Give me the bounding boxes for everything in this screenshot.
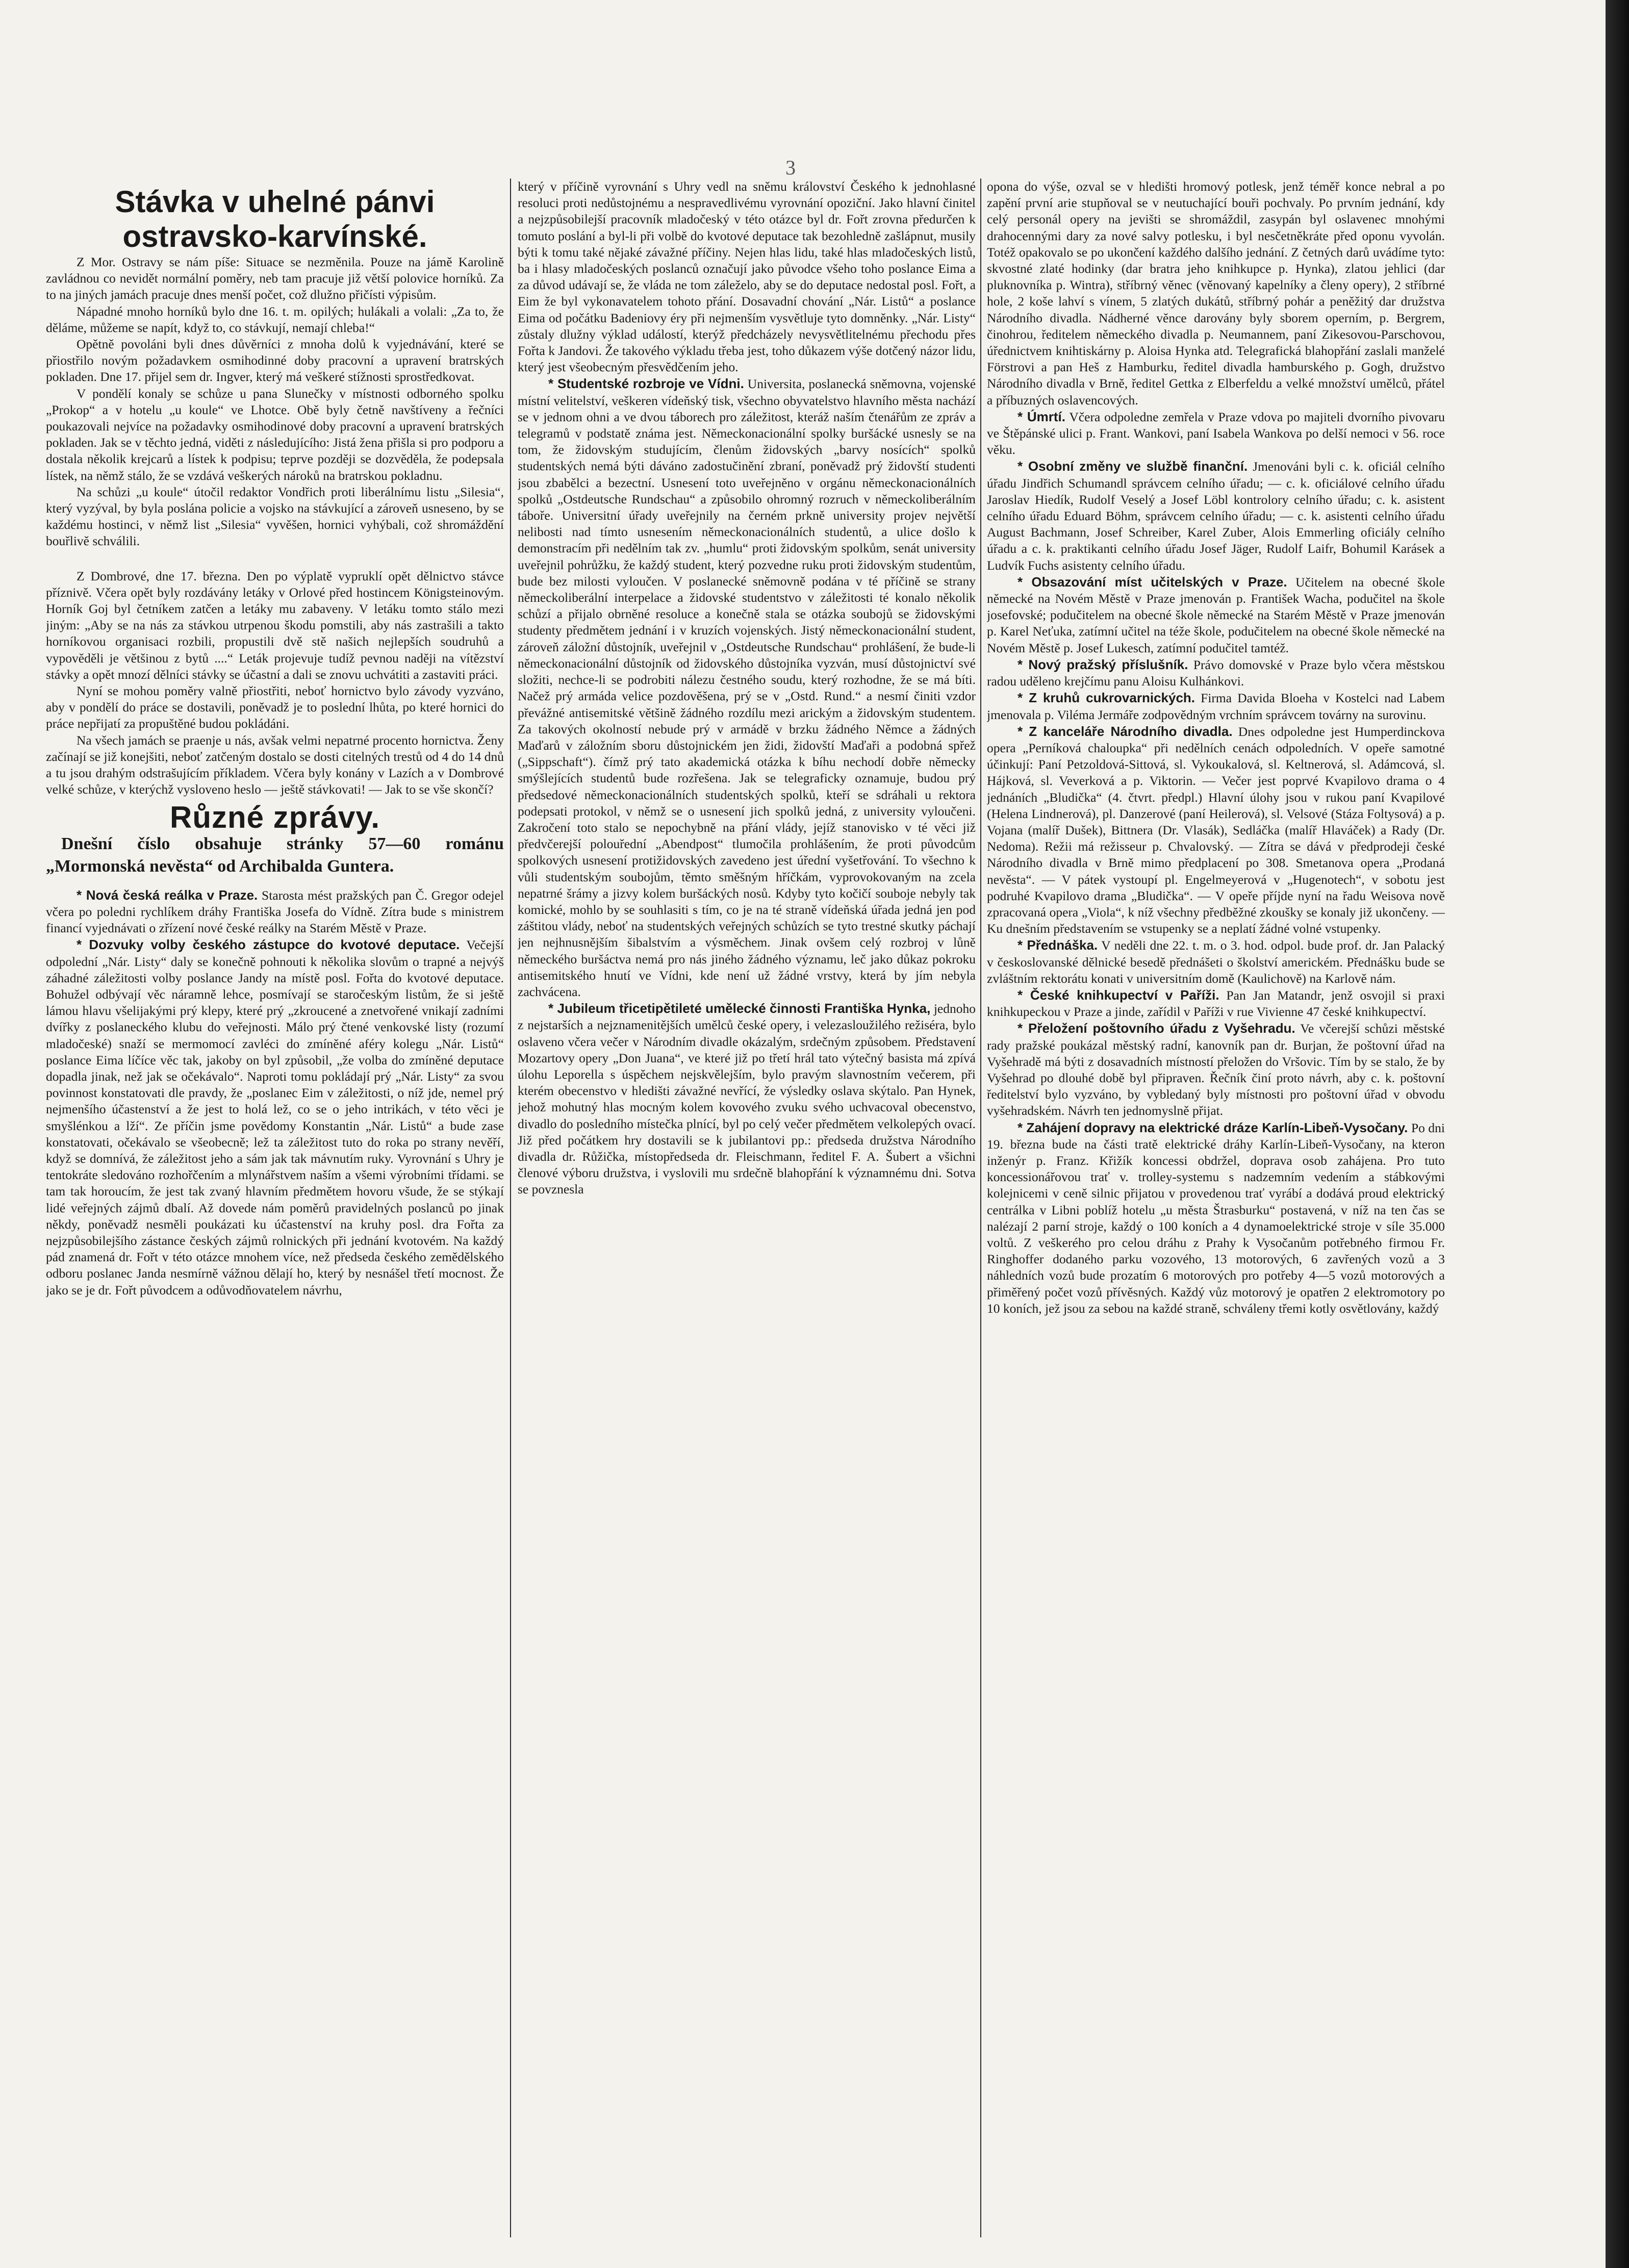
news-item-text: Firma Davida Bloeha v Kostelci nad Labem jmenovala p. Viléma Jermáře zodpovědným vrchním správcem továrny na surovinu. (987, 691, 1445, 722)
news-item (987, 690, 1445, 723)
news-item-text: Právo domovské v Praze bylo včera městskou radou uděleno krejčímu panu Aloisu Kulhánkovi. (987, 657, 1445, 689)
news-item (987, 987, 1445, 1020)
news-item-text: Včera odpoledne zemřela v Praze vdova po majiteli dvorního pivovaru ve Štěpánské ulici p. Frant. Wankovi, paní Isabela Wankova po delší nemoci v 56. roce věku. (987, 409, 1445, 457)
news-item-title: * Nový pražský příslušník. (1017, 656, 1188, 672)
paragraph-gap (46, 550, 504, 568)
news-item (46, 936, 504, 1298)
news-item (987, 723, 1445, 937)
news-item-text: Večejší odpolední „Nár. Listy“ daly se konečně pohnouti k několika slovům o trapné a nejvýš záhadné záležitosti volby poslance Jandy na místě posl. Fořta do kvotové deputace. Bohužel odbývají věc náramně lehce, posmívají se staročeským listům, že si ještě lámou hlavu všelijakými prý klepy, které prý „zkroucené a znetvořené vnikají zadními dvířky z poslaneckého klubu do veřejnosti. Málo prý čtené venkovské listy (rozumí mladočeské) snaží se mermomocí zavléci do zmíněné aféry kolegu „Nár. Listů“ poslance Eima líčíce věc tak, jakoby on byl způsobil, „že volba do zmíněné deputace dopadla jinak, než jak se očekávalo“. Naproti tomu pokládají prý „Nár. Listy“ za svou povinnost konstatovati dle pravdy, že „poslanec Eim v záležitosti, o níž jde, nemel prý nejmenšího účastenství a že jest to holá lež, co se o jeho intrikách, v této věci je smyšlénkou a lží“. Ze příčin jsme povědomy Konstantin „Nár. Listů“ a bude zase konstatovati, očekávalo se všeobecně; lež ta záležitost tuto do roka po strany nevěří, když se domnívá, že záležitost jeho a sám jak tak mávnutím ruky. Vyrovnání s Uhry je tentokráte sledováno rozhořčením a mlynářstvem naším a všemi výrobními třídami. se tam tak horoucím, že jest tak zvaný hlavním předmětem hovoru všude, že se stýkají lidé veřejných zájmů dbalí. Až dovede nám poměrů pravidelných poslanců po jinak někdy, poněvadž nesměli poukázati ku účastenství na kruhy posl. dra Fořta za nejzpůsobilejšího zástance českých zájmů rolnických při jednání kvotovém. Na každý pád znamená dr. Fořt v této otázce mnohem více, než předseda českého zemědělského odboru poslanec Janda nesmírně vážnou dělají ho, který by nesnášel třetí mocnost. Že jako se je dr. Fořt původcem a odůvodňovatelem návrhu, (46, 937, 504, 1297)
news-item-title: * Osobní změny ve službě finanční. (1017, 458, 1248, 474)
news-item-text: Starosta mést pražských pan Č. Gregor odejel včera po poledni rychlíkem dráhy Františka Josefa do Vídně. Zítra bude s ministrem financí vyjednávati o zřízení nové české reálky na Starém Městě v Praze. (46, 887, 504, 936)
article-paragraph: který v příčině vyrovnání s Uhry vedl na sněmu království Českého k jednohlasné resoluci proti nedůstojnému a nespravedlivému vyrovnání opoziční. Jako hlavní činitel a nejzpůsobilejší pracovník mladočeský v této otázce byl dr. Fořt zrovna předurčen k tomuto poslání a byl-li při volbě do kvotové deputace tak bezohledně zašlápnut, musily býti k tomu také nějaké závažné příčiny. Nejen hlas lidu, také hlas mladočeských listů, ba i hlasy mladočeských poslanců označují jako původce všeho toho poslance Eima a za důvod udávají se, že vláda ne tom záleželo, aby se do deputace nedostal posl. Fořt, a Eim že byl vykonavatelem tohoto přání. Dosavadní chování „Nár. Listů“ a poslance Eima od počátku Badeniovy éry při nejmenším vysvětluje tyto domněnky. „Nár. Listy“ zůstaly dlužny výklad událostí, kterýž předcházely nevysvětlitelnému přechodu přes Fořta k Jandovi. Že takového výkladu třeba jest, toho důkazem výše dotčený názor lidu, který jest všeobecným přesvědčením jeho. (518, 179, 976, 375)
lead-notice: Dnešní číslo obsahuje stránky 57—60 románu „Mormonská nevěsta“ od Archibalda Guntera. (46, 834, 504, 876)
news-item-text: jednoho z nejstarších a nejznamenitějších umělců české opery, i velezasloužilého režiséra, bylo oslaveno včera večer v Národním divadle okázalým, srdečným způsobem. Představení Mozartovy opery „Don Juana“, ve které již po třetí hrál tato výtečný basista má zpívá úlohu Leporella s úspěchem nejskvělejším, bylo pravým slavnostním večerem, při kterém obecenstvo v hledišti závažné nevřící, že výsledky oslava skýtalo. Pan Hynek, jehož mohutný hlas mocným kolem kovového zvuku svého uchvacoval obecenstvo, divadlo do posledního místečka plnící, byl po celý večer předmětem velkolepých ovací. Již před počátkem hry dostavili se k jubilantovi pp.: předseda družstva Národního divadla dr. Růžička, místopředseda dr. Fleischmann, ředitel F. A. Šubert a všichni členové výboru družstva, i vyslovili mu srdečně blahopřání k významnému dni. Sotva se povznesla (518, 1001, 976, 1197)
article-paragraph: Na schůzi „u koule“ útočil redaktor Vondřich proti liberálnímu listu „Silesia“, který vyzýval, by byla poslána policie a vojsko na stávkující a zároveň usneseno, by se každému hostinci, v němž list „Silesia“ vyvěšen, hornici vyhýbali, což shromáždění bouřlivě schválili. (46, 484, 504, 549)
column-2 (518, 179, 976, 2237)
section-title: Různé zprávy. (170, 800, 380, 834)
article-paragraph: opona do výše, ozval se v hledišti hromový potlesk, jenž téměř konce nebral a po zapění první arie stupňoval se v neutuchající bouři pochvaly. Po prvním jednání, kdy celý personál opery na jevišti se shromáždil, zasypán byl oslavenec mnohými drahocennými dary za nové salvy potlesku, i byl nesčetněkráte před oponu vyvolán. Totéž opakovalo se po ukončení každého dalšího jednání. Z četných darů uvádíme tyto: skvostné zlaté hodinky (dar bratra jeho knihkupce p. Hynka), zlatou jehlici (dar pluknovníka p. Wintra), stříbrný věnec (věnovaný kapelníky a členy opery), 2 stříbrné hole, 2 koše lahví s vínem, 5 zlatých dukátů, stříbrný pohár a peněžitý dar družstva Národního divadla. Nádherné věnce darovány byly sborem operním, p. Bergrem, činohrou, ředitelem německého divadla p. Neumannem, paní Zikesovou-Parschovou, úřednictvem knihtiskárny p. Aloisa Hynka atd. Telegrafická blahopřání zaslali manželé Förstrovi a pan Heš z Hamburku, ředitel divadla hamburského p. Gogh, družstvo Národního divadla v Brně, ředitel Gettka z Elberfeldu a velké množství umělců, přátel a příbuzných oslavencových. (987, 179, 1445, 407)
article-paragraph: Nápadné mnoho horníků bylo dne 16. t. m. opilých; hulákali a volali: „Za to, že děláme, můžeme se napít, když to, co stávkují, nemají chleba!“ (46, 303, 504, 335)
news-item-text: Pan Jan Matandr, jenž osvojil si praxi knihkupeckou v Praze a jinde, zařídil v Paříži v rue Vivienne 47 české knihkupectví. (987, 987, 1445, 1020)
news-item-title: * Dozvuky volby českého zástupce do kvotové deputace. (77, 937, 460, 953)
article-paragraph: Z Mor. Ostravy se nám píše: Situace se nezměnila. Pouze na jámě Karolině zavládnou co nevidět normální poměry, neb tam pracuje již větší polovice horníků. Za to na jiných jamách pracuje dnes menší počet, což dlužno přičísti výpisům. (46, 254, 504, 302)
scan-edge (1606, 0, 1629, 2268)
news-item-title: * Přednáška. (1017, 937, 1098, 953)
news-item-text: Dnes odpoledne jest Humperdinckova opera „Perníková chaloupka“ při nedělních cenách odpoledních. V opeře samotné účinkují: Paní Petzoldová-Sittová, sl. Vykoukalová, sl. Keltnerová, sl. Adámcová, sl. Hájková, sl. Veverková a p. Viktorin. — Večer jest poprvé Kvapilovo drama o 4 jednáních „Bludička“ (4. čtvrt. předpl.) Hlavní úlohy jsou v rukou paní Kvapilové (Helena Lindnerová), pl. Danzerové (paní Heilerová), sl. Velsové (Stáza Foltysová) a p. Vojana (malíř Dušek), Bittnera (Dr. Vlasák), Sedláčka (malíř Hlaváček) a Rady (Dr. Nedoma). Režii má režisseur p. Chvalovský. — Zítra se dává v předprodeji české Národního divadla v Brně mimo předplacení po 308. Smetanova opera „Prodaná nevěsta“. — V pátek vystoupí pl. Engelmeyerová v „Hugenotech“, v sobotu jest podruhé Kvapilovo drama „Bludička“. — V opeře příjde nyní na řadu Weisova nově zpracovaná opera „Viola“, k níž všechny předběžné zkoušky se konaly již ukončeny. — Ku dnešním představením se vstupenky se a neplatí žádné volné vstupenky. (987, 724, 1445, 936)
news-item (987, 937, 1445, 987)
article-headline: Stávka v uhelné pánvi ostravsko-karvínské. (115, 185, 435, 253)
news-item-text: Učitelem na obecné škole německé na Novém Městě v Praze jmenován p. František Wacha, podučitel na škole josefovské; podučitelem na obecné škole německé na Starém Městě v Praze jmenován p. Karel Neťuka, zatímní učitel na téže škole, podučitelem na obecné škole německé na Novém Městě p. Josef Lukesch, zatímní podučitel tamtéž. (987, 574, 1445, 655)
page-number: 3 (785, 156, 796, 179)
news-item-title: * Studentské rozbroje ve Vídni. (548, 376, 744, 392)
news-item (518, 1000, 976, 1197)
news-item (987, 1020, 1445, 1119)
news-item (987, 458, 1445, 573)
article-paragraph: Nyní se mohou poměry valně přiostřiti, neboť hornictvo bylo závody vyzváno, aby v pondělí do práce se dostavili, poněvadž je to poslední lhůta, po které hornici do práce nepřijatí za propuštěné budou pokládáni. (46, 683, 504, 731)
news-item (46, 887, 504, 937)
news-item (987, 574, 1445, 656)
news-item-title: * Jubileum třicetipětileté umělecké činnosti Františka Hynka, (548, 1001, 931, 1016)
news-item-title: * České knihkupectví v Paříži. (1017, 987, 1219, 1003)
news-item-title: * Přeložení poštovního úřadu z Vyšehradu. (1017, 1021, 1295, 1036)
column-divider (510, 179, 511, 2237)
news-item-title: * Obsazování míst učitelských v Praze. (1017, 574, 1287, 590)
column-1 (46, 179, 504, 2237)
news-item-text: Po dni 19. března bude na části tratě elektrické dráhy Karlín-Libeň-Vysočany, na kteron inženýr p. Franz. Křižík koncessi obdržel, doprava osob zahájena. Pro tuto koncessionářovou trať v. trolley-systemu s nadzemním vedením a stábkovými kolejnicemi v ceně silnic přijatou v provedenou trať vyrábí a dodává proud elektrický centrálka v Libni poblíž hotelu „u města Štrasburku“ postavená, v níž na ten čas se nalézají 2 parní stroje, každý o 100 koních a 4 dynamoelektrické stroje v síle 35.000 voltů. Z veškerého pro celou dráhu z Prahy k Vysočanům potřebného firmou Fr. Ringhoffer dodaného parku vozového, 13 motorových, 6 zavřených vozů a 3 náhledních vozů bude prozatím 6 motorových pro potřeby 4—5 vozů motorových a přiměřený počet vozů přívěsných. Každý vůz motorový je opatřen 2 elektromotory po 10 koních, jež jsou za sebou na každé straně, schváleny třemi kotly osvětlovány, každý (987, 1120, 1445, 1316)
news-item-text: V neděli dne 22. t. m. o 3. hod. odpol. bude prof. dr. Jan Palacký v českoslovanské dělnické besedě přednášeti o školství americkém. Přednášku bude se zvláštním rektorátu konati v universitním domě (Kaulichově) na Karlově nám. (987, 938, 1445, 986)
news-item (987, 1119, 1445, 1317)
news-item-text: Ve včerejší schůzi městské rady pražské poukázal městský radní, kanovník pan dr. Burjan, že poštovní úřad na Vyšehradě má býti z dosavadních místností přeložen do Vršovic. Tím by se stalo, že by Vyšehrad po dlouhé době byl připraven. Řečník činí proto návrh, aby c. k. poštovní ředitelství bylo vyzváno, by vybledaný byly místnosti pro poštovní úřad v obvodu vyšehradském. Návrh ten jednomyslně přijat. (987, 1021, 1445, 1118)
news-item (987, 656, 1445, 690)
news-item-title: * Nová česká reálka v Praze. (77, 887, 258, 903)
news-item-title: * Z kruhů cukrovarnických. (1017, 690, 1195, 706)
news-item (518, 375, 976, 1000)
column-3 (987, 179, 1445, 2237)
news-item-title: * Zahájení dopravy na elektrické dráze Karlín-Libeň-Vysočany. (1017, 1119, 1408, 1135)
article-paragraph: Opětně povoláni byli dnes důvěrníci z mnoha dolů k vyjednávání, které se přiostřilo novým požadavkem osmihodinné doby pracovní a upravení bratrských pokladen. Dne 17. přijel sem dr. Ingver, který má veškeré stížnosti sprostředkovat. (46, 337, 504, 385)
article-paragraph: Na všech jamách se praenje u nás, avšak velmi nepatrné procento hornictva. Ženy začínají se již konejšiti, neboť zatčeným dostalo se dosti citelných trestů od 4 do 14 dnů a tu jsou drahým odstrašujícím příkladem. Včera byly konány v Lazích a v Dombrové velké schůze, v kterýchž vysloveno heslo — ještě stávkovati! — Jak to se vše skončí? (46, 732, 504, 797)
news-item-title: * Úmrtí. (1017, 409, 1065, 424)
news-item-text: Jmenováni byli c. k. oficiál celního úřadu Jindřich Schumandl správcem celního úřadu; — c. k. oficiálové celního úřadu Jaroslav Hiedík, Rudolf Veselý a Josef Löbl kontrolory celního úřadu; c. k. asistent celního úřadu Eduard Böhm, správcem celního úřadu; — c. k. asistenti celního úřadu August Bachmann, Josef Schreiber, Karel Zuber, Alois Emmerling oficiály celního úřadu a c. k. praktikanti celního úřadu Josef Jäger, Rudolf Laifr, Bohumil Karásek a Ludvík Fuchs asistenty celního úřadu. (987, 459, 1445, 573)
column-divider (980, 179, 981, 2237)
article-paragraph: Z Dombrové, dne 17. března. Den po výplatě vypruklí opět dělnictvo stávce příznivě. Včera opět byly rozdávány letáky v Orlové před hostincem Königsteinovým. Horník Goj byl četníkem zatčen a letáky mu zabaveny. V letáku tomto stálo mezi jiným: „Aby se na nás za stávkou utrpenou škodu pomstili, aby nás zastrašili a takto horníkovou organisaci rozbili, propustili dvě stě našich nejlepších soudruhů a vypověděli je většinou z bytů ....“ Leták projevuje tudíž pevnou naději na vítězství stávky a opět mnozí dělníci stávky se účastní a dali se znovu uchvátiti a zastaviti práci. (46, 568, 504, 682)
news-item (987, 409, 1445, 458)
news-item-title: * Z kanceláře Národního divadla. (1017, 723, 1233, 739)
news-item-text: Universita, poslanecká sněmovna, vojenské místní velitelství, veškeren vídeňský tisk, všechno obyvatelstvo hlavního města nachází se v jednom ohni a ve dvou táborech pro záležitost, kteráž naším čtenářům ze zpráv a telegramů v podstatě známa jest. Německonacionální spolky buršácké usnesly se na tom, že židovským studujícím, členům židovských „barvy nosících“ spolků studentských nemá býti dáváno zadostučinění zbraní, poněvadž prý židovští studenti jsou zbabělci a bezectní. Usnesení toto uveřejněno v orgánu německonacionálních spolků „Ostdeutsche Rundschau“ a způsobilo ohromný rozruch v německoliberálním táboře. Universitní úřady uveřejnily na černém prkně university projev největší nelibosti nad tímto usnesením německonacionálních studentů, a ulice došlo k demonstracím při nedělním tak zv. „humlu“ proti židovským spolkům, senát university uveřejnil pohrůžku, že každý student, který pozvedne ruku proti židovským studentům, bude bez milosti vyloučen. V poslanecké sněmovně podána v té příčině se strany německoliberální interpelace a židovské studentstvo v záležitosti té konalo několik schůzí a přijalo obrněné resoluce a konečně stala se otázka soubojů se židovskými studenty předmětem jednání i v kruzích vojenských. Jistý německonacionální student, zároveň záložní důstojník, uveřejnil v „Ostdeutsche Rundschau“ prohlášení, že bude-li německonacionální důstojník od židovského důstojníka vyzván, musí důstojnictví své složiti, nechce-li se podrobiti nálezu čestného soudu, který rozhodne, že se má bíti. Načež prý armáda velice pozdověšena, prý se v „Ostd. Rund.“ a nesmí činiti vzdor převážné antisemitské většině žádného rozdílu mezi arickým a židovským studentem. Za takových okolností nebude prý v armádě v brzku žádného Němce a žádných Maďarů v záložním sboru důstojnickém jen židi, židovští Maďaři a podobná spřež („Sippschaft“). čímž prý tato akademická otázka k bíhu nechodí dobře německy smýšlejících studentů bude rozřešena. Jak se telegraficky oznamuje, budou prý předsedové německonacionálních studentských spolků, kteří se sdráhali u rektora podepsati protokol, v němž se o usnesení jich spolků jedná, z university vyloučeni. Zakročení toto stalo se nepochybně na přání vlády, jejíž stanovisko v té věci již předvčerejší polouřední „Abendpost“ tlumočila prohlášením, že proti původcům spolkových usnesení protižidovských zavedeno jest úřední vyšetřování. To všechno k vůli studentským soubojům, těmto směšným hříčkám, vyprovokovaným na zcela nepatrné šrámy a jizvy kolem buršáckých nosů. Kdyby tyto kočičí souboje nebyly tak komické, mohlo by se souhlasiti s tím, co je na té straně vídeňská úřada jedná jen pod záštitou vlády, neboť na studentských veřejných schůzích se tyto trestné skutky páchají jen nejhnusnějším šibalstvím a výsměchem. Jinak ovšem celý rozbroj v lůně německého buršáctva nemá pro nás jiného žádného významu, leč jako důkaz pokroku antisemitského hnutí ve Vídni, kde není už žádné vrstvy, která by jím nebyla zachvácena. (518, 376, 976, 999)
article-paragraph: V pondělí konaly se schůze u pana Slunečky v místnosti odborného spolku „Prokop“ a v hotelu „u koule“ ve Lhotce. Obě byly četně navštíveny a řečníci poukazovali nejvíce na požadavky osmihodinové doby pracovní a upravení bratrských pokladen. Jak se v těchto jedná, viděti z následujícího: Jistá žena přišla si pro podporu a dostala několik krejcarů a lístek k podpisu; teprve později se dozvěděla, že podepsala lístek, na němž stálo, že se vzdává veškerých nároků na bratrskou pokladnu. (46, 386, 504, 483)
